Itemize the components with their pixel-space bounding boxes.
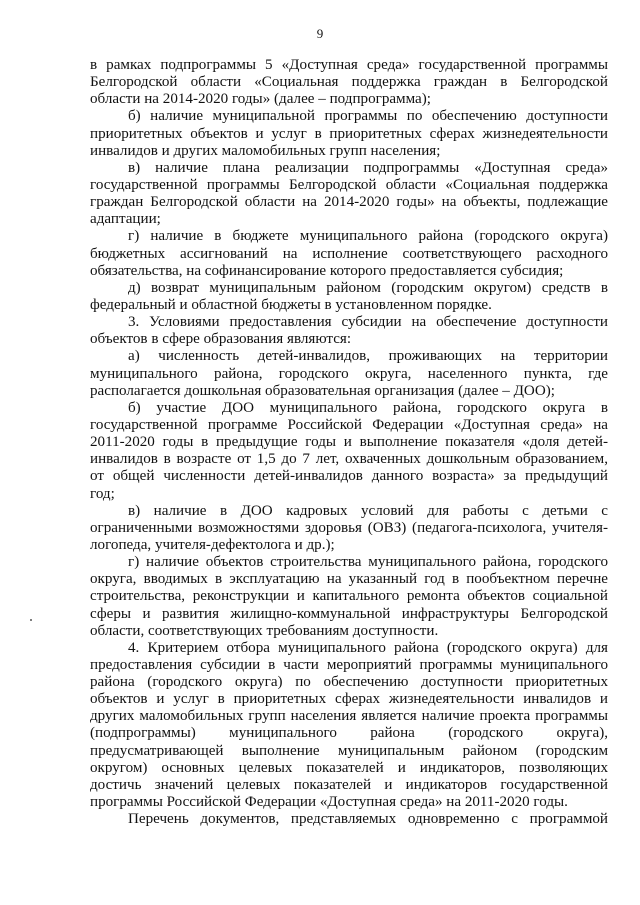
text-line: в) наличие в ДОО кадровых условий для работы с детьми с	[128, 502, 608, 519]
text-line: 3. Условиями предоставления субсидии на обеспечение доступности	[128, 314, 608, 331]
text-line: федеральный и областной бюджеты в установленном порядке.	[90, 296, 492, 313]
text-line: Перечень документов, представляемых одновременно с программой	[128, 811, 608, 828]
margin-mark	[30, 619, 32, 621]
text-line: области, соответствующих требованиям доступности.	[90, 622, 439, 639]
text-line: других маломобильных групп населения является наличие проекта программы	[90, 708, 608, 725]
text-line: ограниченными возможностями здоровья (ОВЗ) (педагога-психолога, учителя-	[90, 519, 608, 536]
text-line: достичь значений целевых показателей и индикаторов государственной	[90, 776, 608, 793]
text-line: предусматривающей выполнение муниципальным районом (городским	[90, 742, 608, 759]
text-line: граждан Белгородской области на 2014-2020 годы» на объекты, подлежащие	[90, 194, 608, 211]
text-line: инвалидов и других маломобильных групп населения;	[90, 142, 441, 159]
text-line: располагается дошкольная образовательная организация (далее – ДОО);	[90, 382, 555, 399]
text-line: района (городского округа) по обеспечению доступности приоритетных	[90, 674, 608, 691]
text-line: год;	[90, 485, 115, 502]
text-line: округа, вводимых в эксплуатацию на указанный год в пообъектном перечне	[90, 571, 608, 588]
page-number: 9	[316, 26, 324, 41]
text-line: сферы и развития жилищно-коммунальной инфраструктуры Белгородской	[90, 605, 608, 622]
text-line: бюджетных ассигнований на исполнение соответствующего расходного	[90, 245, 608, 262]
text-line: области на 2014-2020 годы» (далее – подпрограмма);	[90, 91, 431, 108]
text-line: программы Российской Федерации «Доступная среда» на 2011-2020 годы.	[90, 794, 568, 811]
text-line: д) возврат муниципальным районом (городским округом) средств в	[128, 279, 608, 296]
text-line: Белгородской области «Социальная поддержка граждан в Белгородской	[90, 74, 608, 91]
text-line: государственной программе Российской Федерации «Доступная среда» на	[90, 416, 608, 433]
text-line: б) участие ДОО муниципального района, городского округа в	[128, 399, 608, 416]
text-line: инвалидов в возрасте от 1,5 до 7 лет, охваченных дошкольным образованием,	[90, 451, 608, 468]
text-line: в рамках подпрограммы 5 «Доступная среда» государственной программы	[90, 57, 608, 73]
text-line: строительства, реконструкции и капитального ремонта объектов социальной	[90, 588, 608, 605]
text-line: логопеда, учителя-дефектолога и др.);	[90, 536, 335, 553]
text-line: адаптации;	[90, 211, 161, 228]
text-line: государственной программы Белгородской области «Социальная поддержка	[90, 176, 608, 193]
body-text	[90, 57, 608, 828]
text-line: г) наличие объектов строительства муниципального района, городского	[128, 554, 608, 571]
text-line: муниципального района, городского округа, населенного пункта, где	[90, 365, 608, 382]
text-line: приоритетных объектов и услуг в приоритетных сферах жизнедеятельности	[90, 125, 608, 142]
text-line: а) численность детей-инвалидов, проживающих на территории	[128, 348, 608, 365]
text-line: предоставления субсидии в части мероприятий программы муниципального	[90, 656, 608, 673]
text-line: 4. Критерием отбора муниципального района (городского округа) для	[128, 639, 608, 656]
text-line: (подпрограммы) муниципального района (городского округа),	[90, 725, 608, 742]
text-line: обязательства, на софинансирование которого предоставляется субсидия;	[90, 262, 564, 279]
text-line: объектов и услуг в приоритетных сферах жизнедеятельности инвалидов и	[90, 691, 608, 708]
text-line: б) наличие муниципальной программы по обеспечению доступности	[128, 108, 608, 125]
text-line: округом) основных целевых показателей и индикаторов, позволяющих	[90, 759, 608, 776]
text-line: г) наличие в бюджете муниципального района (городского округа)	[128, 228, 608, 245]
text-line: объектов в сфере образования являются:	[90, 331, 352, 348]
text-line: от общей численности детей-инвалидов данного возраста» за предыдущий	[90, 468, 608, 485]
text-line: 2011-2020 годы в предыдущие годы и выполнение показателя «доля детей-	[90, 434, 608, 451]
text-line: в) наличие плана реализации подпрограммы «Доступная среда»	[128, 159, 608, 176]
